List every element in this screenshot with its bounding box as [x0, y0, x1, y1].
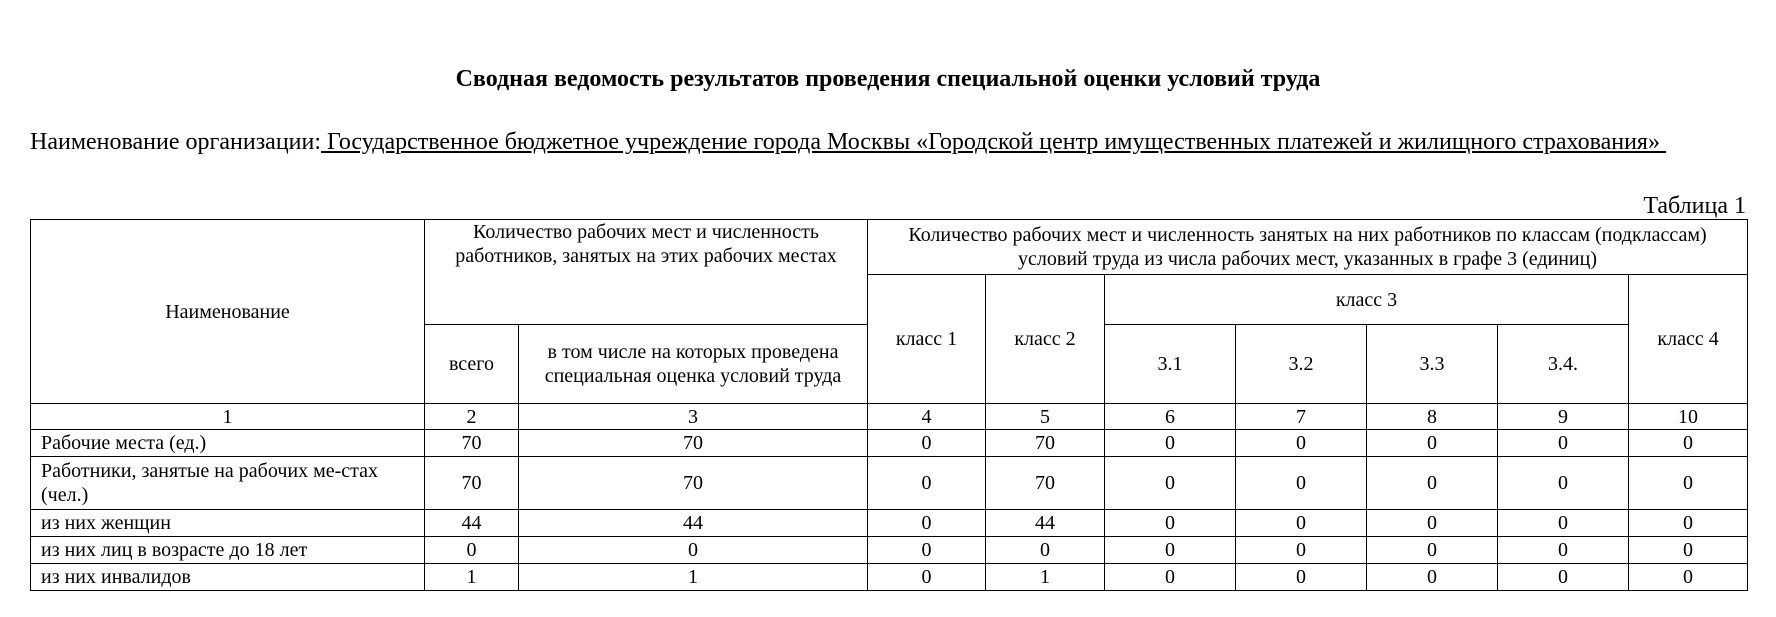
- cell-value: 70: [986, 430, 1105, 457]
- cell-value: 0: [1629, 510, 1748, 537]
- column-number: 1: [31, 404, 425, 430]
- column-number: 8: [1367, 404, 1498, 430]
- header-name: Наименование: [31, 220, 425, 404]
- row-name: из них инвалидов: [31, 564, 425, 591]
- organization-line: [30, 127, 1750, 157]
- cell-value: 0: [868, 564, 986, 591]
- header-sub-3-1: 3.1: [1105, 325, 1236, 404]
- column-number: 2: [425, 404, 519, 430]
- header-class1: класс 1: [868, 275, 986, 404]
- cell-value: 0: [868, 430, 986, 457]
- cell-value: 0: [1236, 430, 1367, 457]
- table-row: [31, 430, 1748, 457]
- column-number: 3: [519, 404, 868, 430]
- column-number: 4: [868, 404, 986, 430]
- cell-value: 1: [986, 564, 1105, 591]
- column-number: 7: [1236, 404, 1367, 430]
- organization-name: Государственное бюджетное учреждение города Москвы «Городской центр имущественных платежей и жилищного страхования»: [321, 129, 1666, 155]
- cell-value: 0: [1367, 430, 1498, 457]
- cell-value: 0: [1498, 537, 1629, 564]
- cell-value: 0: [1367, 537, 1498, 564]
- cell-value: 0: [1367, 564, 1498, 591]
- cell-value: 70: [425, 457, 519, 510]
- header-sub-3-2: 3.2: [1236, 325, 1367, 404]
- cell-value: 0: [1105, 430, 1236, 457]
- cell-value: 0: [1498, 457, 1629, 510]
- cell-value: 1: [519, 564, 868, 591]
- header-row-1: [31, 220, 1748, 275]
- cell-value: 0: [868, 457, 986, 510]
- cell-value: 0: [1105, 510, 1236, 537]
- row-name: Работники, занятые на рабочих ме-стах (чел.): [31, 457, 425, 510]
- table-row: [31, 457, 1748, 510]
- cell-value: 0: [1367, 510, 1498, 537]
- cell-value: 70: [519, 430, 868, 457]
- header-group-places: Количество рабочих мест и численность работников, занятых на этих рабочих местах: [425, 220, 868, 325]
- header-class3: класс 3: [1105, 275, 1629, 325]
- column-number: 6: [1105, 404, 1236, 430]
- cell-value: 0: [1236, 564, 1367, 591]
- table-row: [31, 564, 1748, 591]
- row-name: из них лиц в возрасте до 18 лет: [31, 537, 425, 564]
- document-title: Сводная ведомость результатов проведения специальной оценки условий труда: [455, 66, 1321, 92]
- header-group-classes: Количество рабочих мест и численность занятых на них работников по классам (подклассам) условий труда из числа рабочих мест, указанных в графе 3 (единиц): [868, 220, 1748, 275]
- header-assessed: в том числе на которых проведена специальная оценка условий труда: [519, 325, 868, 404]
- row-name: Рабочие места (ед.): [31, 430, 425, 457]
- cell-value: 0: [1629, 537, 1748, 564]
- cell-value: 0: [1236, 457, 1367, 510]
- cell-value: 0: [986, 537, 1105, 564]
- cell-value: 0: [1629, 457, 1748, 510]
- organization-label: Наименование организации:: [30, 129, 322, 155]
- table-row: [31, 537, 1748, 564]
- cell-value: 0: [1236, 510, 1367, 537]
- cell-value: 0: [1629, 564, 1748, 591]
- results-table: [30, 219, 1748, 591]
- cell-value: 1: [425, 564, 519, 591]
- cell-value: 0: [1105, 537, 1236, 564]
- table-row: [31, 510, 1748, 537]
- cell-value: 0: [1498, 510, 1629, 537]
- cell-value: 0: [1629, 430, 1748, 457]
- header-class4: класс 4: [1629, 275, 1748, 404]
- column-number: 10: [1629, 404, 1748, 430]
- cell-value: 0: [1498, 564, 1629, 591]
- header-sub-3-4: 3.4.: [1498, 325, 1629, 404]
- cell-value: 0: [1236, 537, 1367, 564]
- header-sub-3-3: 3.3: [1367, 325, 1498, 404]
- table-number: Таблица 1: [1643, 193, 1746, 219]
- column-number: 5: [986, 404, 1105, 430]
- cell-value: 0: [1105, 457, 1236, 510]
- cell-value: 0: [868, 537, 986, 564]
- row-name: из них женщин: [31, 510, 425, 537]
- cell-value: 0: [868, 510, 986, 537]
- column-numbers-row: [31, 404, 1748, 430]
- cell-value: 0: [1367, 457, 1498, 510]
- header-total: всего: [425, 325, 519, 404]
- cell-value: 44: [519, 510, 868, 537]
- cell-value: 0: [1105, 564, 1236, 591]
- cell-value: 44: [986, 510, 1105, 537]
- cell-value: 70: [425, 430, 519, 457]
- header-class2: класс 2: [986, 275, 1105, 404]
- cell-value: 70: [519, 457, 868, 510]
- cell-value: 0: [425, 537, 519, 564]
- cell-value: 70: [986, 457, 1105, 510]
- column-number: 9: [1498, 404, 1629, 430]
- cell-value: 0: [1498, 430, 1629, 457]
- cell-value: 44: [425, 510, 519, 537]
- cell-value: 0: [519, 537, 868, 564]
